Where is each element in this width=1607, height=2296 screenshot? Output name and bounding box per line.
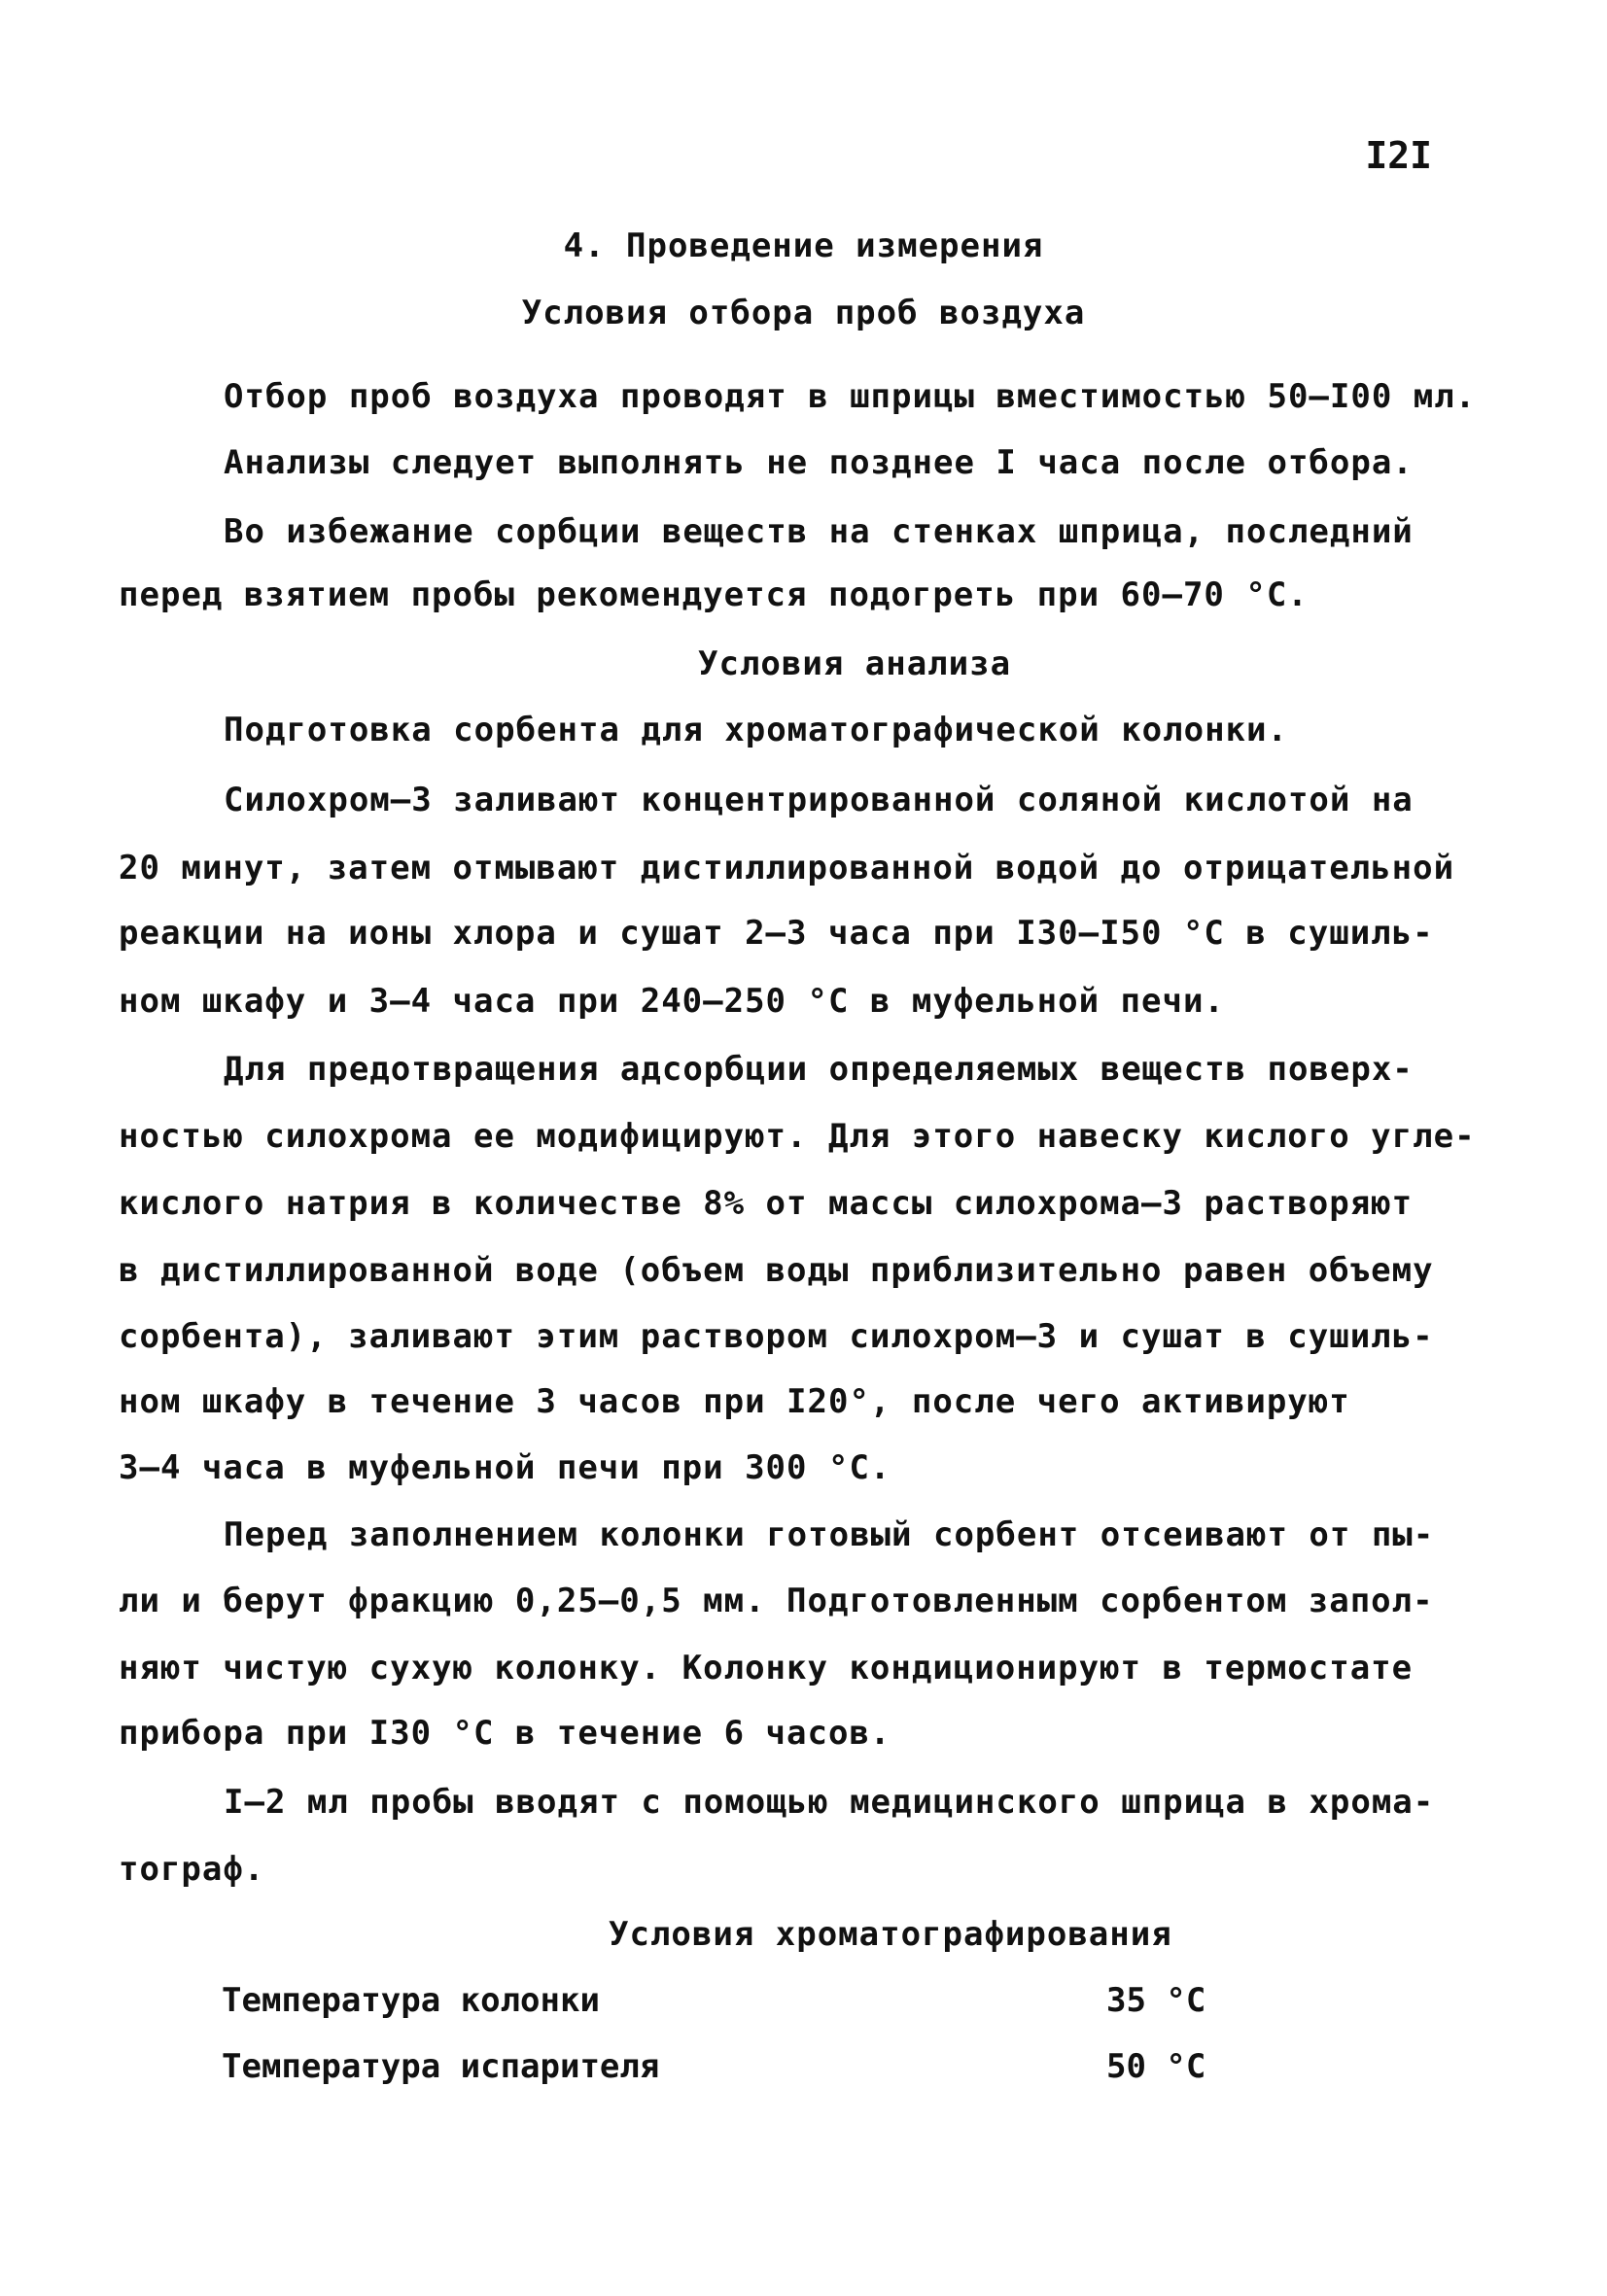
subsection-title-analysis: Условия анализа <box>698 644 1012 683</box>
paragraph-line: 3–4 часа в муфельной печи при 300 °С. <box>119 1448 891 1487</box>
paragraph-line: Перед заполнением колонки готовый сорбент отсеивают от пы- <box>224 1515 1435 1554</box>
paragraph-line: I–2 мл пробы вводят с помощью медицинского шприца в хрома- <box>224 1783 1435 1822</box>
condition-value-column-temperature: 35 °С <box>1106 1981 1206 2020</box>
subsection-title-sampling: Условия отбора проб воздуха <box>521 294 1086 332</box>
condition-label-evaporator-temperature: Температура испарителя <box>222 2047 660 2086</box>
condition-value-evaporator-temperature: 50 °С <box>1106 2047 1206 2086</box>
paragraph-line: ном шкафу в течение 3 часов при I20°, после чего активируют <box>119 1382 1350 1421</box>
paragraph-line: Для предотвращения адсорбции определяемых веществ поверх- <box>224 1050 1414 1089</box>
paragraph-line: Анализы следует выполнять не позднее I часа после отбора. <box>224 443 1414 482</box>
paragraph-line: тограф. <box>119 1850 265 1889</box>
paragraph-line: перед взятием пробы рекомендуется подогреть при 60–70 °С. <box>119 575 1309 614</box>
paragraph-line: Отбор проб воздуха проводят в шприцы вместимостью 50–I00 мл. <box>224 377 1477 416</box>
paragraph-line: Подготовка сорбента для хроматографической колонки. <box>224 711 1288 749</box>
paragraph-line: кислого натрия в количестве 8% от массы силохрома–3 растворяют <box>119 1184 1414 1223</box>
paragraph-line: прибора при I30 °С в течение 6 часов. <box>119 1714 891 1753</box>
page-number: I2I <box>1365 134 1432 177</box>
subsection-title-chromatography: Условия хроматографирования <box>609 1915 1172 1954</box>
paragraph-line: 20 минут, затем отмывают дистиллированной водой до отрицательной <box>119 849 1455 887</box>
paragraph-line: ли и берут фракцию 0,25–0,5 мм. Подготовленным сорбентом запол- <box>119 1582 1434 1620</box>
paragraph-line: ностью силохрома ее модифицируют. Для этого навеску кислого угле- <box>119 1117 1476 1156</box>
condition-label-column-temperature: Температура колонки <box>222 1981 600 2020</box>
paragraph-line: няют чистую сухую колонку. Колонку кондиционируют в термостате <box>119 1649 1414 1687</box>
paragraph-line: сорбента), заливают этим раствором силохром–3 и сушат в сушиль- <box>119 1317 1434 1356</box>
paragraph-line: ном шкафу и 3–4 часа при 240–250 °С в муфельной печи. <box>119 982 1225 1021</box>
paragraph-line: в дистиллированной воде (объем воды приблизительно равен объему <box>119 1251 1434 1290</box>
section-title: 4. Проведение измерения <box>563 226 1044 265</box>
paragraph-line: Силохром–3 заливают концентрированной соляной кислотой на <box>224 781 1414 819</box>
paragraph-line: Во избежание сорбции веществ на стенках шприца, последний <box>224 512 1414 551</box>
paragraph-line: реакции на ионы хлора и сушат 2–3 часа при I30–I50 °С в сушиль- <box>119 914 1434 953</box>
